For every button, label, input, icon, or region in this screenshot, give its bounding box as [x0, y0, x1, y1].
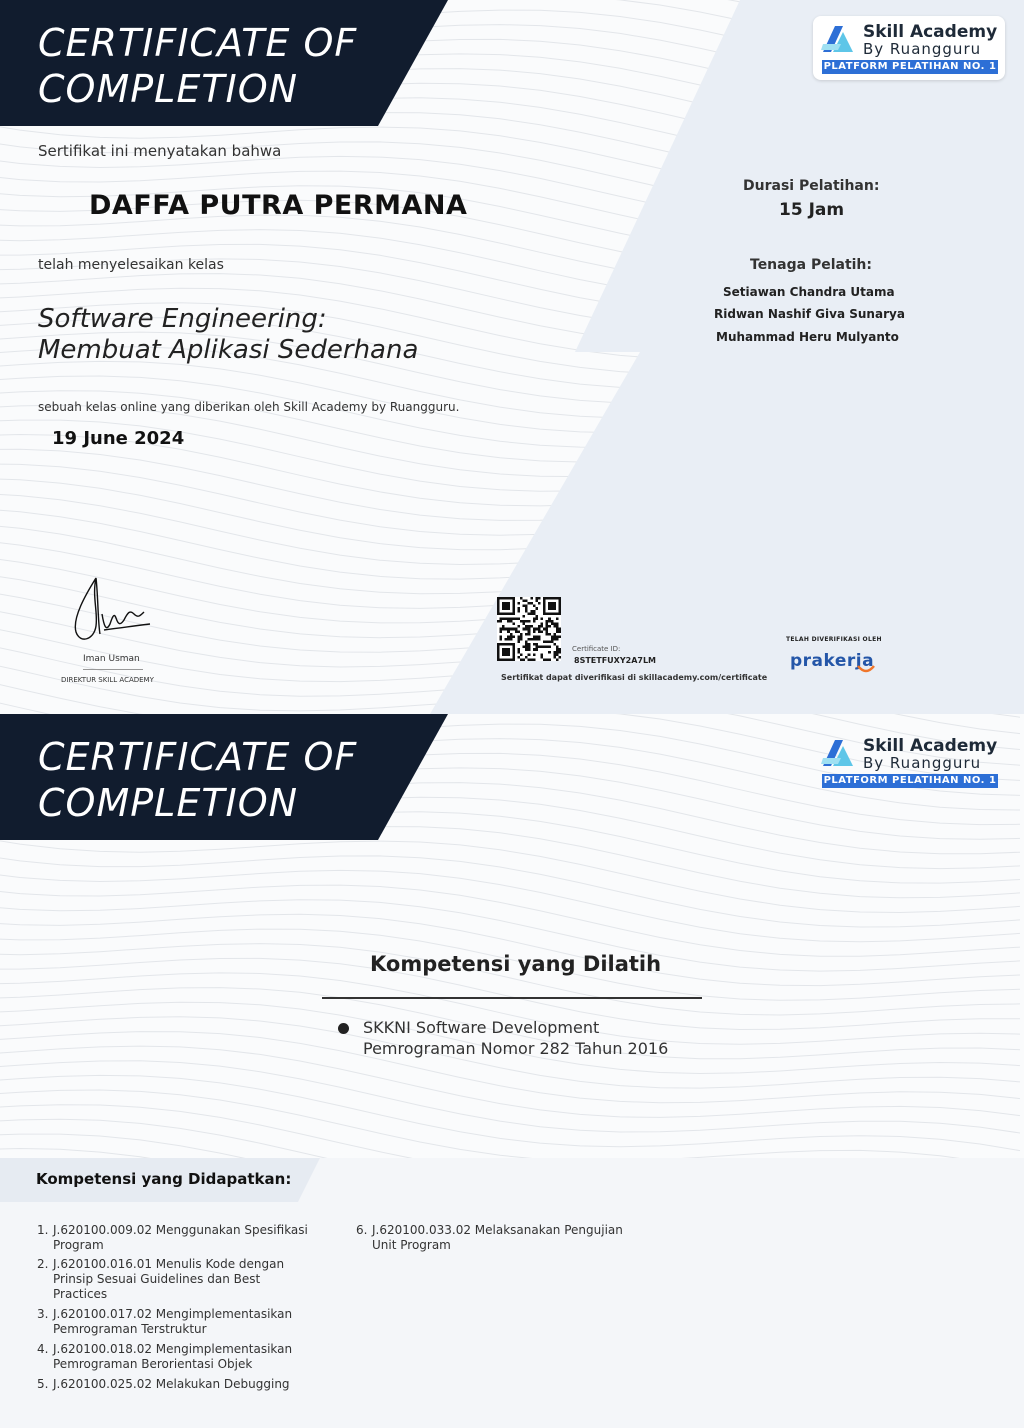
competency-text: J.620100.025.02 Melakukan Debugging — [53, 1377, 290, 1391]
certificate-id: 8STETFUXY2A7LM — [574, 656, 657, 665]
skill-academy-logo-icon — [821, 24, 855, 54]
logo-sub: By Ruangguru — [863, 754, 982, 772]
competency-text: J.620100.009.02 Menggunakan Spesifikasi Program — [53, 1223, 308, 1252]
skill-academy-logo — [813, 730, 1005, 794]
competency-text: J.620100.017.02 Mengimplementasikan Pemrograman Terstruktur — [53, 1307, 293, 1336]
qr-code[interactable] — [497, 597, 561, 661]
skill-academy-logo — [813, 16, 1005, 80]
prakerja-smile-icon — [856, 664, 876, 674]
completed-text: telah menyelesaikan kelas — [38, 257, 224, 273]
skill-academy-logo-icon — [821, 738, 855, 768]
intro-text: Sertifikat ini menyatakan bahwa — [38, 142, 282, 160]
trainer-name: Muhammad Heru Mulyanto — [716, 330, 899, 344]
prakerja-logo: prakerja — [790, 651, 875, 671]
competency-number: 5. — [37, 1377, 49, 1391]
banner-line-1: CERTIFICATE OF — [38, 21, 358, 65]
completion-date: 19 June 2024 — [52, 428, 185, 449]
trainers-label: Tenaga Pelatih: — [750, 257, 873, 273]
trained-item-line-1: SKKNI Software Development — [363, 1018, 600, 1037]
director-signature — [68, 574, 158, 646]
verify-text: Sertifikat dapat diverifikasi di skillacademy.com/certificate — [501, 673, 768, 682]
course-title-line-1: Software Engineering: — [38, 304, 327, 334]
competency-number: 6. — [356, 1223, 368, 1237]
obtained-competency-section — [0, 1158, 1024, 1428]
recipient-name: DAFFA PUTRA PERMANA — [89, 190, 468, 221]
trainer-name: Ridwan Nashif Giva Sunarya — [714, 307, 905, 321]
title-divider — [322, 997, 702, 999]
title-banner — [0, 714, 450, 840]
obtained-competency-title: Kompetensi yang Didapatkan: — [36, 1170, 292, 1188]
signer-title: DIREKTUR SKILL ACADEMY — [61, 676, 154, 684]
verified-by-label: TELAH DIVERIFIKASI OLEH — [786, 636, 882, 643]
trainer-name: Setiawan Chandra Utama — [723, 285, 895, 299]
competency-number: 1. — [37, 1223, 49, 1237]
duration-label: Durasi Pelatihan: — [743, 178, 880, 194]
banner-line-2: COMPLETION — [38, 781, 299, 825]
certificate-id-label: Certificate ID: — [572, 645, 621, 653]
logo-sub: By Ruangguru — [863, 40, 982, 58]
logo-tag: PLATFORM PELATIHAN NO. 1 — [823, 61, 997, 72]
competency-number: 4. — [37, 1342, 49, 1356]
trained-item-line-2: Pemrograman Nomor 282 Tahun 2016 — [363, 1039, 669, 1058]
competency-number: 2. — [37, 1257, 49, 1271]
competency-text: J.620100.033.02 Melaksanakan Pengujian Unit Program — [372, 1223, 623, 1252]
logo-brand: Skill Academy — [863, 22, 998, 42]
title-banner — [0, 0, 450, 126]
bullet-icon — [338, 1023, 349, 1034]
competency-text: J.620100.018.02 Mengimplementasikan Pemrograman Berorientasi Objek — [53, 1342, 293, 1371]
course-title-line-2: Membuat Aplikasi Sederhana — [38, 335, 419, 365]
logo-tag: PLATFORM PELATIHAN NO. 1 — [823, 775, 997, 786]
competency-number: 3. — [37, 1307, 49, 1321]
logo-brand: Skill Academy — [863, 736, 998, 756]
signature-line — [83, 669, 143, 670]
banner-line-1: CERTIFICATE OF — [38, 735, 358, 779]
signer-name: Iman Usman — [83, 654, 140, 664]
competency-text: J.620100.016.01 Menulis Kode dengan Prinsip Sesuai Guidelines dan Best Practices — [53, 1257, 285, 1301]
trained-competency-title: Kompetensi yang Dilatih — [370, 952, 662, 976]
banner-line-2: COMPLETION — [38, 67, 299, 111]
duration-value: 15 Jam — [779, 200, 845, 220]
course-description: sebuah kelas online yang diberikan oleh Skill Academy by Ruangguru. — [38, 400, 460, 414]
